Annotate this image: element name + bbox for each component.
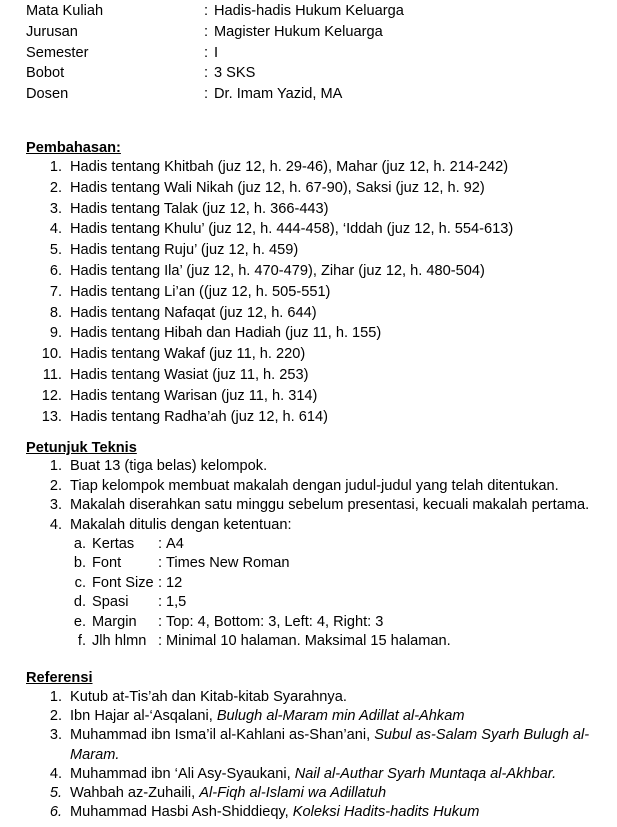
format-value: Minimal 10 halaman. Maksimal 15 halaman. (166, 632, 451, 649)
list-item (26, 516, 611, 536)
list-item (26, 303, 611, 324)
format-item (66, 554, 290, 573)
item-text: Hadis tentang Li’an ((juz 12, h. 505-551) (70, 283, 331, 300)
item-number: 4. (49, 516, 62, 533)
info-label: Semester (26, 44, 89, 61)
item-text: Tiap kelompok membuat makalah dengan judul-judul yang telah ditentukan. (70, 477, 559, 494)
info-value: Hadis-hadis Hukum Keluarga (214, 3, 404, 19)
list-item (26, 707, 611, 726)
info-label: Jurusan (26, 23, 78, 40)
item-letter: a. (73, 536, 86, 552)
info-value: Magister Hukum Keluarga (214, 23, 383, 40)
list-item (26, 178, 611, 199)
format-separator: : (158, 632, 163, 649)
item-text: Hadis tentang Ila’ (juz 12, h. 470-479), Zihar (juz 12, h. 480-504) (70, 262, 485, 279)
list-item (26, 219, 611, 240)
item-text: Muhammad ibn ‘Ali Asy-Syaukani, (70, 765, 295, 782)
format-item (66, 593, 187, 612)
format-value: 1,5 (166, 594, 187, 611)
technical-list (26, 457, 611, 535)
list-item (26, 199, 611, 220)
format-separator: : (158, 574, 163, 591)
format-separator: : (158, 613, 163, 630)
format-item (66, 613, 384, 632)
format-separator: : (158, 594, 163, 611)
item-text: Buat 13 (tiga belas) kelompok. (70, 458, 268, 474)
item-number: 6. (49, 262, 62, 279)
list-item (26, 261, 611, 282)
item-number: 9. (49, 325, 62, 342)
info-separator: : (204, 3, 209, 19)
item-title: Bulugh al-Maram min Adillat al-Ahkam (216, 708, 465, 725)
item-number: 2. (49, 477, 62, 494)
format-separator: : (158, 555, 163, 572)
list-item (26, 765, 611, 784)
item-title: Al-Fiqh al-Islami wa Adillatuh (199, 784, 387, 801)
reference-list (26, 688, 611, 822)
list-item (26, 282, 611, 303)
item-text: Hadis tentang Khulu’ (juz 12, h. 444-458), ‘Iddah (juz 12, h. 554-613) (70, 221, 514, 238)
list-item (26, 407, 611, 428)
format-label: Kertas (92, 536, 135, 552)
paper-format-list (66, 535, 451, 651)
info-separator: : (204, 23, 209, 40)
info-separator: : (204, 86, 209, 103)
item-text: Hadis tentang Nafaqat (juz 12, h. 644) (70, 304, 317, 321)
item-title: Subul as-Salam Syarh Bulugh al-Maram. (70, 727, 590, 763)
list-item (26, 386, 611, 407)
info-label: Mata Kuliah (26, 3, 104, 19)
list-item (26, 240, 611, 261)
info-label: Bobot (26, 65, 65, 82)
format-item (66, 632, 451, 651)
info-value: I (214, 44, 219, 61)
list-item (26, 365, 611, 386)
item-number: 1. (49, 458, 62, 474)
item-text: Wahbah az-Zuhaili, (70, 784, 200, 801)
format-label: Jlh hlmn (92, 632, 147, 649)
item-text: Hadis tentang Hibah dan Hadiah (juz 11, h. 155) (70, 325, 382, 342)
item-text: Makalah ditulis dengan ketentuan: (70, 516, 292, 533)
format-label: Font Size (92, 574, 154, 591)
item-number: 13. (41, 408, 62, 425)
item-number: 2. (49, 708, 62, 725)
format-separator: : (158, 536, 163, 552)
list-item (26, 803, 611, 822)
item-text: Kutub at-Tis’ah dan Kitab-kitab Syarahnya. (70, 689, 347, 705)
list-item (26, 726, 611, 764)
list-item (26, 784, 611, 803)
item-text: Hadis tentang Ruju’ (juz 12, h. 459) (70, 242, 299, 259)
list-item (26, 688, 611, 707)
format-value: A4 (166, 536, 184, 552)
item-text: Makalah diserahkan satu minggu sebelum presentasi, kecuali makalah pertama. (70, 497, 590, 513)
item-text: Hadis tentang Wali Nikah (juz 12, h. 67-90), Saksi (juz 12, h. 92) (70, 179, 485, 196)
info-value: 3 SKS (214, 65, 256, 82)
item-number: 6. (49, 804, 62, 821)
info-label: Dosen (26, 86, 69, 103)
list-item (26, 323, 611, 344)
topics-list (26, 157, 611, 427)
item-letter: b. (73, 555, 86, 572)
format-value: Top: 4, Bottom: 3, Left: 4, Right: 3 (166, 613, 384, 630)
item-text: Hadis tentang Wasiat (juz 11, h. 253) (70, 366, 309, 383)
item-number: 10. (41, 346, 62, 363)
item-number: 4. (49, 765, 62, 782)
format-label: Font (92, 555, 122, 572)
item-text: Hadis tentang Warisan (juz 11, h. 314) (70, 387, 318, 404)
item-letter: f. (77, 632, 86, 649)
item-text: Hadis tentang Radha’ah (juz 12, h. 614) (70, 408, 328, 425)
item-number: 5. (49, 242, 62, 259)
item-number: 2. (49, 179, 62, 196)
info-separator: : (204, 44, 209, 61)
info-value: Dr. Imam Yazid, MA (214, 86, 343, 103)
item-text: Ibn Hajar al-‘Asqalani, (70, 708, 217, 725)
item-number: 3. (49, 200, 62, 217)
format-label: Margin (92, 613, 137, 630)
item-letter: d. (73, 594, 86, 611)
item-number: 7. (49, 283, 62, 300)
item-number: 1. (49, 159, 62, 175)
item-number: 12. (41, 387, 62, 404)
list-item (26, 496, 611, 516)
item-text: Hadis tentang Talak (juz 12, h. 366-443) (70, 200, 329, 217)
item-letter: c. (74, 574, 86, 591)
section-title-referensi: Referensi (26, 670, 93, 686)
item-title: Koleksi Hadits-hadits Hukum (292, 804, 480, 821)
item-number: 4. (49, 221, 62, 238)
item-number: 3. (49, 497, 62, 513)
item-text: Muhammad Hasbi Ash-Shiddieqy, (70, 804, 293, 821)
item-number: 11. (42, 366, 62, 383)
format-value: Times New Roman (166, 555, 290, 572)
item-letter: e. (73, 613, 86, 630)
format-item (66, 535, 184, 554)
section-title-petunjuk: Petunjuk Teknis (26, 440, 137, 456)
format-value: 12 (166, 574, 183, 591)
info-separator: : (204, 65, 209, 82)
format-label: Spasi (92, 594, 129, 611)
item-text: Muhammad ibn Isma’il al-Kahlani as-Shan’ani, (70, 727, 375, 744)
list-item (26, 157, 611, 178)
item-number: 8. (49, 304, 62, 321)
item-number: 5. (49, 784, 62, 801)
item-number: 1. (49, 689, 62, 705)
item-number: 3. (49, 727, 62, 744)
item-title: Nail al-Authar Syarh Muntaqa al-Akhbar. (294, 765, 557, 782)
item-text: Hadis tentang Khitbah (juz 12, h. 29-46), Mahar (juz 12, h. 214-242) (70, 159, 509, 175)
item-text: Hadis tentang Wakaf (juz 11, h. 220) (70, 346, 306, 363)
section-title-pembahasan: Pembahasan: (26, 140, 121, 156)
list-item (26, 344, 611, 365)
format-item (66, 574, 183, 593)
list-item (26, 457, 611, 477)
list-item (26, 477, 611, 497)
